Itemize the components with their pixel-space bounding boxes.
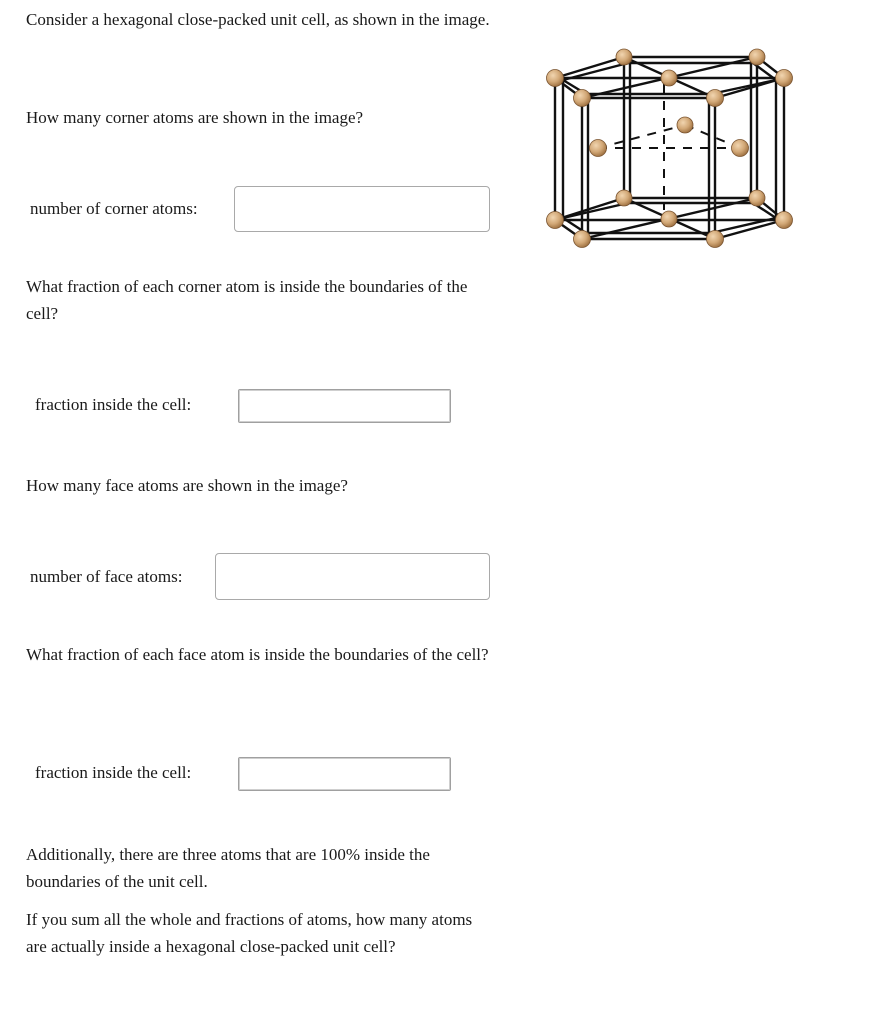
corner-atom [749,49,765,65]
face-atoms-label: number of face atoms: [30,567,183,586]
interior-atom [590,140,607,157]
corner-atom [749,190,765,206]
corner-atom [707,231,724,248]
inside-atoms-note: Additionally, there are three atoms that are 100% inside the boundaries of the unit cell. [26,845,430,891]
corner-atom [776,70,793,87]
face-fraction-input[interactable] [238,757,451,791]
question-face-atoms: How many face atoms are shown in the image? [26,476,348,495]
intro-text: Consider a hexagonal close-packed unit cell, as shown in the image. [26,10,490,29]
corner-atom [616,49,632,65]
corner-atom [707,90,724,107]
question-corner-atoms: How many corner atoms are shown in the image? [26,108,364,127]
corner-atom [547,70,564,87]
corner-atom [776,212,793,229]
corner-atom [616,190,632,206]
hcp-unit-cell-diagram [538,44,800,250]
corner-fraction-label: fraction inside the cell: [35,395,192,414]
corner-atom [547,212,564,229]
corner-atoms-input[interactable] [234,186,490,232]
corner-atom [574,90,591,107]
interior-atom [677,117,693,133]
face-atoms-input[interactable] [215,553,490,600]
corner-atom [574,231,591,248]
corner-atoms-label: number of corner atoms: [30,199,198,218]
interior-atom [732,140,749,157]
question-corner-fraction: What fraction of each corner atom is inside the boundaries of the cell? [26,277,468,323]
face-fraction-label: fraction inside the cell: [35,763,192,782]
corner-fraction-input[interactable] [238,389,451,423]
face-atom [661,70,677,86]
face-atom [661,211,677,227]
question-face-fraction: What fraction of each face atom is inside the boundaries of the cell? [26,645,489,664]
final-question: If you sum all the whole and fractions of atoms, how many atoms are actually inside a hexagonal close-packed unit cell? [26,910,473,956]
